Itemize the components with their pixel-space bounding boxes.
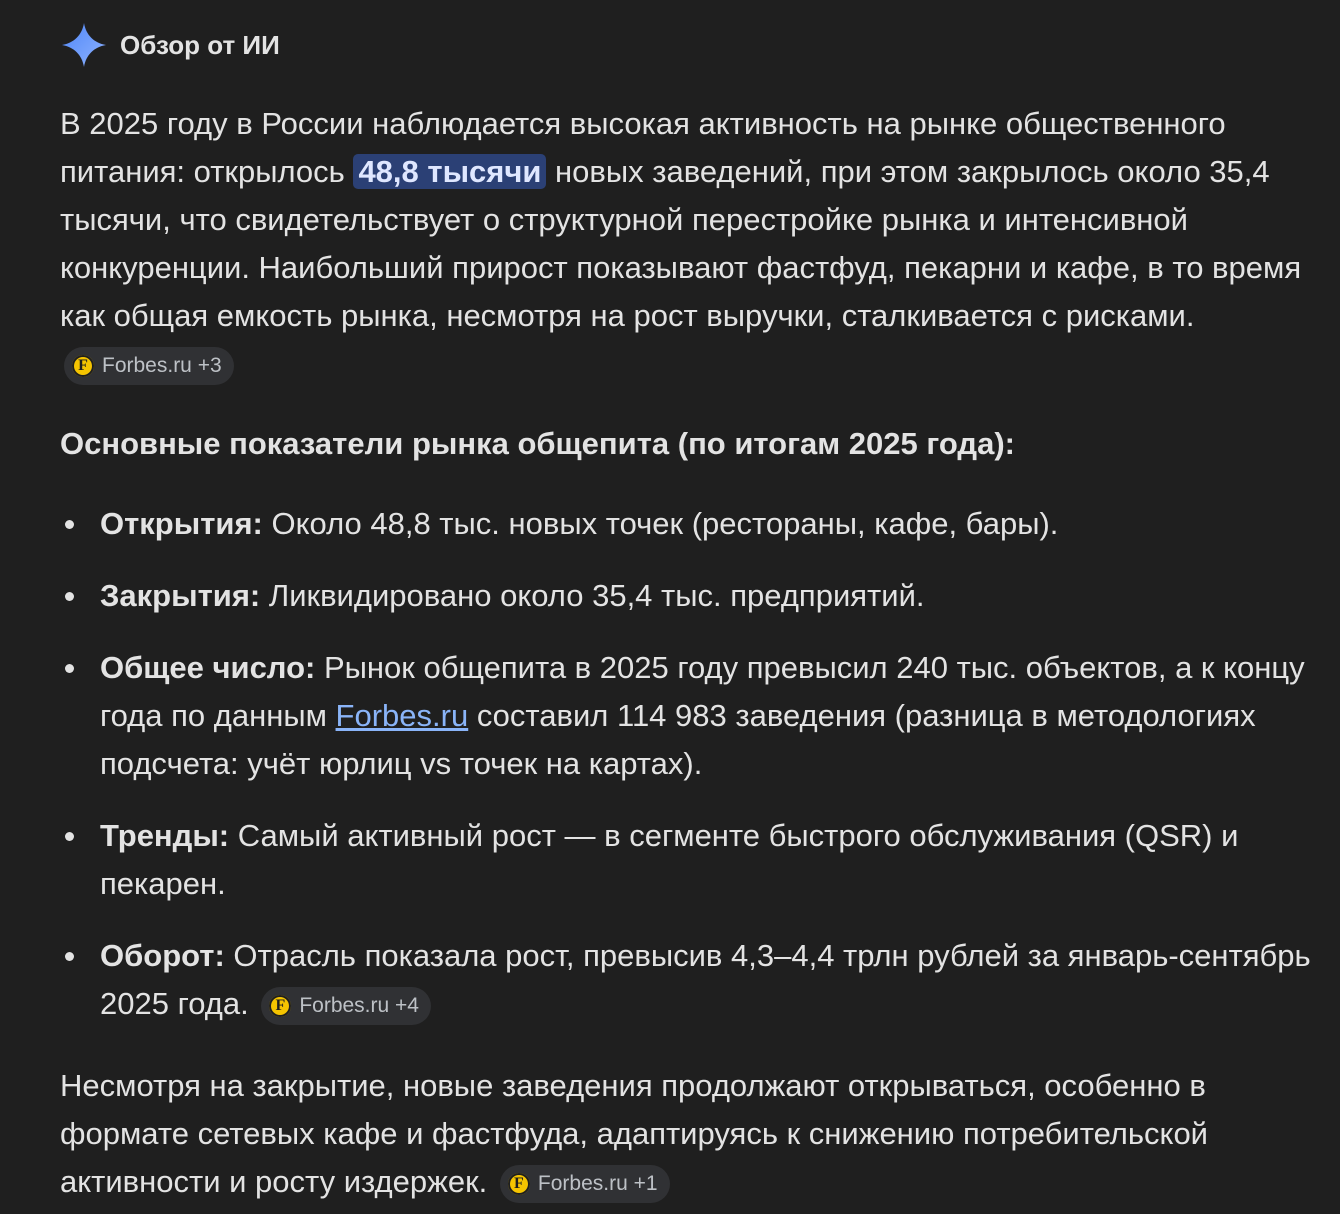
- bullet-dot: [65, 664, 74, 673]
- highlighted-figure[interactable]: 48,8 тысячи: [353, 154, 546, 189]
- gemini-spark-icon: [60, 21, 108, 69]
- list-item-label: Общее число:: [100, 650, 316, 685]
- list-item-text-after: составил 114 983 заведения (разница в методологиях подсчета: учёт юрлиц vs точек на картах).: [100, 698, 1256, 781]
- forbes-logo-icon: F: [508, 1173, 530, 1195]
- intro-text-after: новых заведений, при этом закрылось около 35,4 тысячи, что свидетельствует о структурной перестройке рынка и интенсивной конкуренции. Наибольший прирост показывают фастфуд, пекарни и кафе, в то время как общая емкость рынка, несмотря на рост выручки, сталкивается с рисками.: [60, 154, 1302, 333]
- list-item-text: Рынок общепита в 2025 году превысил 240 тыс. объектов, а к концу года по данным: [100, 650, 1305, 733]
- list-item-label: Открытия:: [100, 506, 263, 541]
- source-chip[interactable]: [500, 1165, 670, 1203]
- list-item-text: Самый активный рост — в сегменте быстрого обслуживания (QSR) и пекарен.: [100, 818, 1239, 901]
- forbes-logo-icon: F: [72, 355, 94, 377]
- list-item-text: Отрасль показала рост, превысив 4,3–4,4 трлн рублей за январь-сентябрь 2025 года.: [100, 938, 1311, 1021]
- header-title: Обзор от ИИ: [120, 29, 280, 60]
- closing-paragraph: [60, 1062, 1320, 1206]
- bullet-list: [60, 500, 1320, 1028]
- intro-paragraph: [60, 100, 1320, 388]
- list-item: [60, 932, 1320, 1028]
- source-chip[interactable]: [261, 987, 431, 1025]
- bullet-dot: [65, 952, 74, 961]
- bullet-dot: [65, 520, 74, 529]
- source-chip[interactable]: [64, 347, 234, 385]
- closing-text: Несмотря на закрытие, новые заведения продолжают открываться, особенно в формате сетевых кафе и фастфуда, адаптируясь к снижению потребительской активности и росту издержек.: [60, 1068, 1208, 1199]
- bullet-dot: [65, 832, 74, 841]
- source-chip-label: Forbes.ru +4: [299, 994, 419, 1017]
- list-item-label: Оборот:: [100, 938, 225, 973]
- list-item: [60, 500, 1320, 548]
- section-heading: Основные показатели рынка общепита (по итогам 2025 года):: [60, 426, 1015, 461]
- bullet-dot: [65, 592, 74, 601]
- list-item-text: Около 48,8 тыс. новых точек (рестораны, кафе, бары).: [262, 506, 1059, 541]
- source-chip-label: Forbes.ru +3: [102, 354, 222, 377]
- ai-overview-body: [60, 100, 1320, 1206]
- list-item: [60, 812, 1320, 908]
- list-item-label: Закрытия:: [100, 578, 261, 613]
- list-item-text: Ликвидировано около 35,4 тыс. предприятий.: [260, 578, 925, 613]
- list-item: [60, 644, 1320, 788]
- list-item: [60, 572, 1320, 620]
- forbes-link[interactable]: Forbes.ru: [335, 698, 469, 733]
- source-chip-label: Forbes.ru +1: [537, 1172, 658, 1195]
- forbes-logo-icon: F: [269, 995, 291, 1017]
- intro-text-before: В 2025 году в России наблюдается высокая активность на рынке общественного питания: открылось: [60, 106, 1226, 189]
- ai-overview-header: [60, 20, 280, 70]
- list-item-label: Тренды:: [100, 818, 230, 853]
